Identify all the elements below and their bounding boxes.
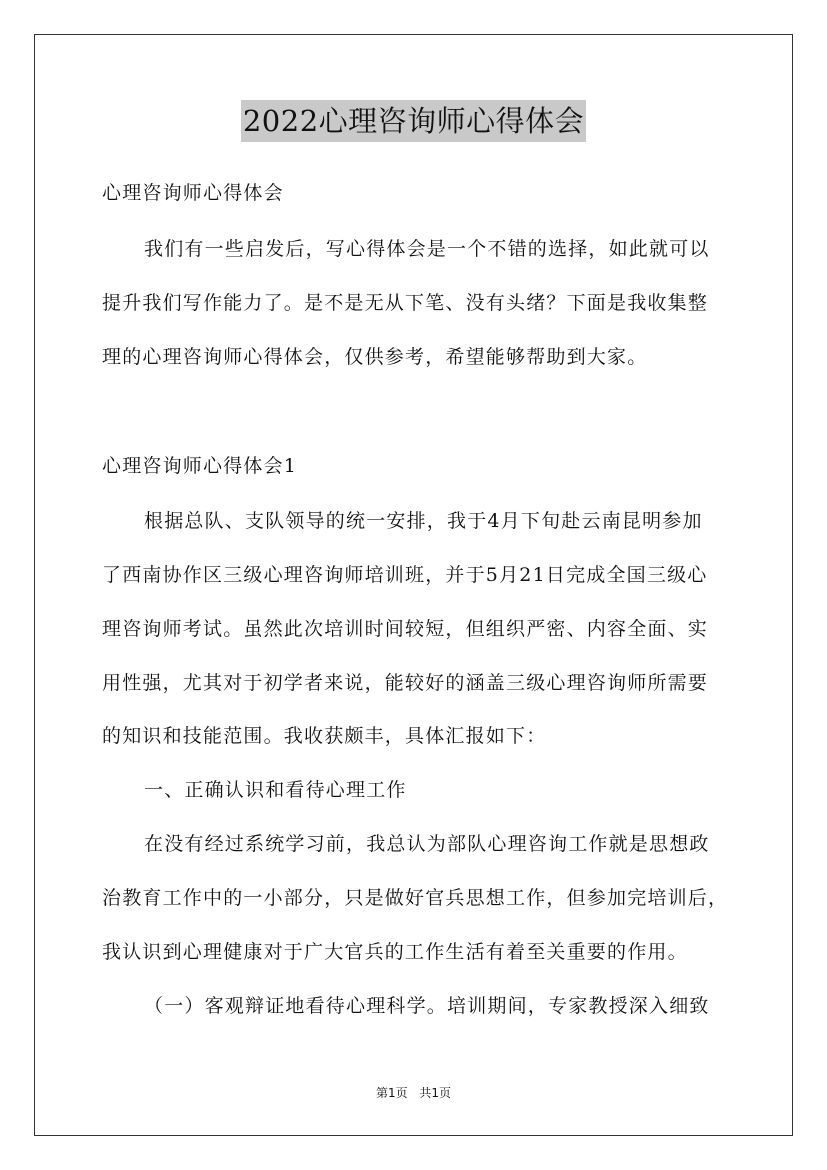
para3-line-1: （一）客观辩证地看待心理科学。培训期间，专家教授深入细致 — [144, 995, 710, 1017]
intro-line-1: 我们有一些启发后，写心得体会是一个不错的选择，如此就可以 — [144, 238, 710, 260]
document-title-wrap — [0, 100, 827, 142]
intro-line-2: 提升我们写作能力了。是不是无从下笔、没有头绪？下面是我收集整 — [102, 292, 709, 314]
para1-line-5: 的知识和技能范围。我收获颇丰，具体汇报如下： — [102, 725, 547, 747]
heading-1: 心理咨询师心得体会 — [102, 182, 284, 204]
para1-line-3: 理咨询师考试。虽然此次培训时间较短，但组织严密、内容全面、实 — [102, 618, 709, 640]
para2-line-2: 治教育工作中的一小部分，只是做好官兵思想工作，但参加完培训后， — [102, 887, 729, 909]
heading-2: 心理咨询师心得体会1 — [102, 455, 298, 477]
page-total: 共1页 — [419, 1086, 452, 1100]
document-title: 2022心理咨询师心得体会 — [241, 100, 586, 142]
intro-line-3: 理的心理咨询师心得体会，仅供参考，希望能够帮助到大家。 — [102, 346, 648, 368]
page-number: 第1页 — [375, 1086, 408, 1100]
para1-line-4: 用性强，尤其对于初学者来说，能较好的涵盖三级心理咨询师所需要 — [102, 672, 709, 694]
page-footer — [0, 1084, 827, 1101]
para2-line-1: 在没有经过系统学习前，我总认为部队心理咨询工作就是思想政 — [144, 833, 710, 855]
para1-line-2: 了西南协作区三级心理咨询师培训班，并于5月21日完成全国三级心 — [102, 564, 708, 586]
para2-line-3: 我认识到心理健康对于广大官兵的工作生活有着至关重要的作用。 — [102, 941, 688, 963]
para1-line-1: 根据总队、支队领导的统一安排，我于4月下旬赴云南昆明参加 — [144, 510, 703, 532]
section-1-heading: 一、正确认识和看待心理工作 — [144, 779, 407, 801]
